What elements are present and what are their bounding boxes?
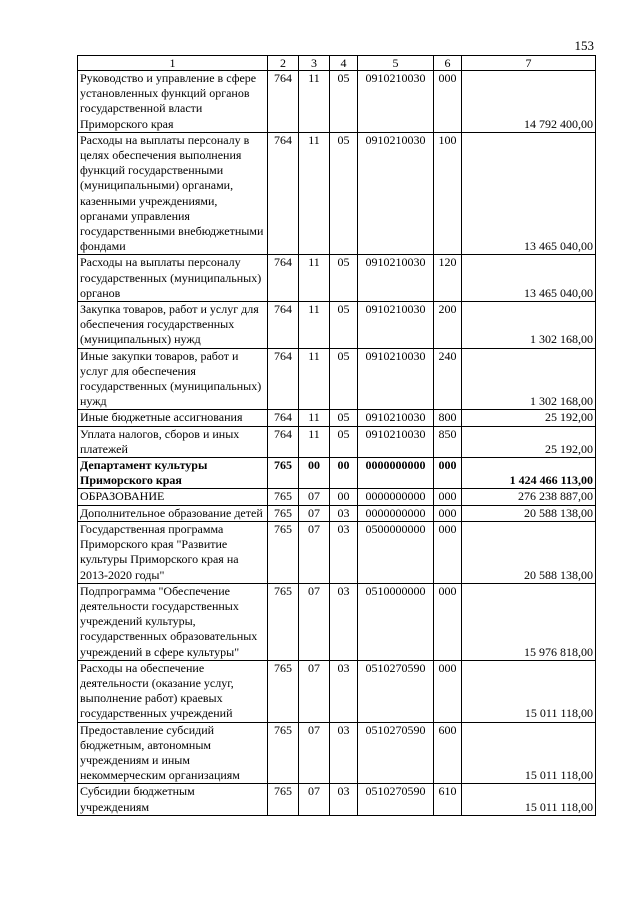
row-code-cell: 765 [268,521,299,583]
row-section-cell: 07 [299,505,330,521]
header-cell: 2 [268,56,299,71]
row-expense-type-cell: 100 [434,132,462,255]
row-amount-cell: 14 792 400,00 [462,71,596,133]
row-section-cell: 11 [299,255,330,302]
row-amount-cell: 1 302 168,00 [462,348,596,410]
row-name-cell: Расходы на обеспечение деятельности (оказание услуг, выполнение работ) краевых государственных учреждений [78,660,268,722]
row-code-cell: 764 [268,255,299,302]
row-subsection-cell: 05 [330,255,358,302]
header-cell: 5 [358,56,434,71]
row-expense-type-cell: 800 [434,410,462,426]
budget-table [77,55,596,816]
row-subsection-cell: 03 [330,583,358,660]
row-code-cell: 764 [268,302,299,349]
row-section-cell: 11 [299,71,330,133]
row-subsection-cell: 05 [330,426,358,457]
row-section-cell: 07 [299,784,330,815]
row-section-cell: 11 [299,410,330,426]
row-amount-cell: 13 465 040,00 [462,255,596,302]
row-amount-cell: 1 424 466 113,00 [462,458,596,489]
table-row [78,583,596,660]
row-target-article-cell: 0910210030 [358,71,434,133]
row-code-cell: 764 [268,426,299,457]
header-cell: 6 [434,56,462,71]
row-name-cell: Иные закупки товаров, работ и услуг для обеспечения государственных (муниципальных) нужд [78,348,268,410]
row-code-cell: 765 [268,722,299,784]
row-amount-cell: 15 011 118,00 [462,660,596,722]
row-name-cell: Департамент культуры Приморского края [78,458,268,489]
row-section-cell: 07 [299,583,330,660]
row-section-cell: 07 [299,722,330,784]
row-amount-cell: 15 011 118,00 [462,784,596,815]
row-section-cell: 11 [299,426,330,457]
row-amount-cell: 15 976 818,00 [462,583,596,660]
table-body [78,71,596,816]
row-code-cell: 764 [268,71,299,133]
row-expense-type-cell: 000 [434,583,462,660]
header-cell: 4 [330,56,358,71]
row-amount-cell: 13 465 040,00 [462,132,596,255]
table-row [78,410,596,426]
row-code-cell: 765 [268,505,299,521]
row-code-cell: 764 [268,132,299,255]
row-target-article-cell: 0910210030 [358,132,434,255]
row-expense-type-cell: 000 [434,458,462,489]
row-expense-type-cell: 000 [434,489,462,505]
row-target-article-cell: 0000000000 [358,489,434,505]
page-number: 153 [574,38,594,53]
table-row [78,660,596,722]
row-expense-type-cell: 120 [434,255,462,302]
table-row [78,426,596,457]
row-name-cell: Расходы на выплаты персоналу в целях обеспечения выполнения функций государственными (муниципальными) органами, казенными учреждениями, органами управления государственными внебюджетными фондами [78,132,268,255]
row-name-cell: Субсидии бюджетным учреждениям [78,784,268,815]
table-row [78,722,596,784]
row-target-article-cell: 0510000000 [358,583,434,660]
row-amount-cell: 1 302 168,00 [462,302,596,349]
row-expense-type-cell: 000 [434,71,462,133]
row-expense-type-cell: 000 [434,521,462,583]
row-target-article-cell: 0910210030 [358,348,434,410]
row-target-article-cell: 0510270590 [358,660,434,722]
header-cell: 1 [78,56,268,71]
row-name-cell: Уплата налогов, сборов и иных платежей [78,426,268,457]
table-row [78,521,596,583]
header-cell: 3 [299,56,330,71]
row-subsection-cell: 05 [330,71,358,133]
row-target-article-cell: 0910210030 [358,426,434,457]
row-expense-type-cell: 240 [434,348,462,410]
row-target-article-cell: 0500000000 [358,521,434,583]
row-subsection-cell: 03 [330,660,358,722]
row-expense-type-cell: 850 [434,426,462,457]
row-code-cell: 765 [268,660,299,722]
row-code-cell: 764 [268,410,299,426]
row-name-cell: ОБРАЗОВАНИЕ [78,489,268,505]
row-target-article-cell: 0910210030 [358,255,434,302]
row-section-cell: 11 [299,348,330,410]
row-name-cell: Иные бюджетные ассигнования [78,410,268,426]
row-subsection-cell: 03 [330,784,358,815]
row-target-article-cell: 0000000000 [358,505,434,521]
row-target-article-cell: 0510270590 [358,784,434,815]
row-subsection-cell: 00 [330,489,358,505]
row-expense-type-cell: 600 [434,722,462,784]
row-name-cell: Закупка товаров, работ и услуг для обеспечения государственных (муниципальных) нужд [78,302,268,349]
table-row [78,348,596,410]
table-row [78,132,596,255]
row-expense-type-cell: 200 [434,302,462,349]
table-row [78,489,596,505]
row-target-article-cell: 0910210030 [358,302,434,349]
row-name-cell: Дополнительное образование детей [78,505,268,521]
row-section-cell: 00 [299,458,330,489]
row-subsection-cell: 05 [330,302,358,349]
table-row [78,784,596,815]
row-target-article-cell: 0510270590 [358,722,434,784]
row-subsection-cell: 05 [330,410,358,426]
row-subsection-cell: 03 [330,722,358,784]
row-amount-cell: 25 192,00 [462,410,596,426]
row-subsection-cell: 05 [330,348,358,410]
row-expense-type-cell: 000 [434,660,462,722]
row-code-cell: 765 [268,784,299,815]
header-cell: 7 [462,56,596,71]
row-target-article-cell: 0910210030 [358,410,434,426]
row-amount-cell: 20 588 138,00 [462,521,596,583]
table-row [78,302,596,349]
header-row [78,56,596,71]
row-expense-type-cell: 610 [434,784,462,815]
row-code-cell: 765 [268,583,299,660]
table-row [78,71,596,133]
row-expense-type-cell: 000 [434,505,462,521]
row-code-cell: 765 [268,489,299,505]
row-name-cell: Предоставление субсидий бюджетным, автономным учреждениям и иным некоммерческим организациям [78,722,268,784]
row-section-cell: 07 [299,660,330,722]
row-name-cell: Руководство и управление в сфере установленных функций органов государственной власти Приморского края [78,71,268,133]
row-amount-cell: 15 011 118,00 [462,722,596,784]
row-code-cell: 764 [268,348,299,410]
row-name-cell: Государственная программа Приморского края "Развитие культуры Приморского края на 2013-2020 годы" [78,521,268,583]
row-section-cell: 11 [299,132,330,255]
row-name-cell: Расходы на выплаты персоналу государственных (муниципальных) органов [78,255,268,302]
row-name-cell: Подпрограмма "Обеспечение деятельности государственных учреждений культуры, государственных образовательных учреждений в сфере культуры" [78,583,268,660]
row-amount-cell: 25 192,00 [462,426,596,457]
row-amount-cell: 20 588 138,00 [462,505,596,521]
row-section-cell: 07 [299,521,330,583]
row-code-cell: 765 [268,458,299,489]
row-target-article-cell: 0000000000 [358,458,434,489]
table-row [78,255,596,302]
row-amount-cell: 276 238 887,00 [462,489,596,505]
row-subsection-cell: 00 [330,458,358,489]
row-subsection-cell: 03 [330,505,358,521]
row-section-cell: 11 [299,302,330,349]
row-section-cell: 07 [299,489,330,505]
row-subsection-cell: 05 [330,132,358,255]
table-row [78,505,596,521]
row-subsection-cell: 03 [330,521,358,583]
table-row [78,458,596,489]
